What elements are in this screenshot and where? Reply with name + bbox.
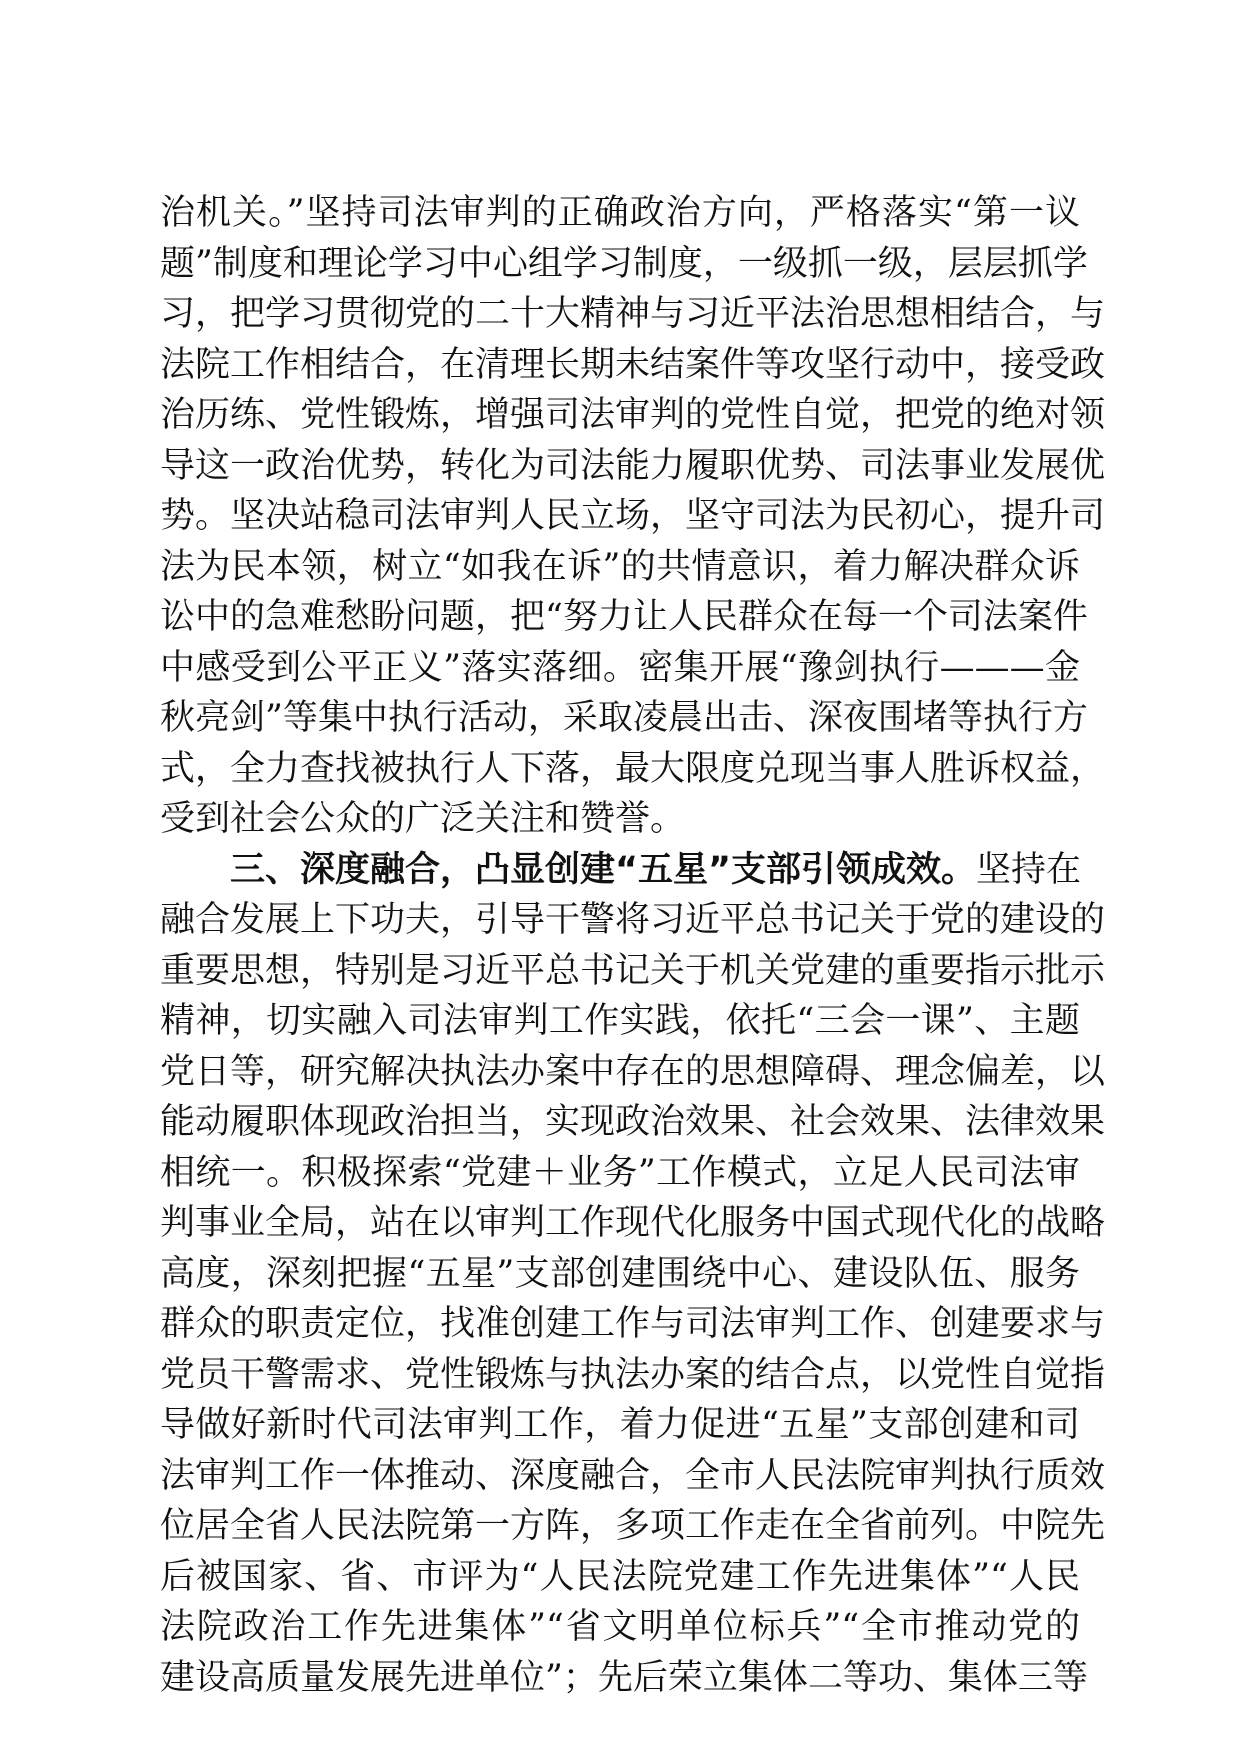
paragraph-line: 势。坚决站稳司法审判人民立场，坚守司法为民初心，提升司 <box>160 496 1106 536</box>
paragraph-line: 习，把学习贯彻党的二十大精神与习近平法治思想相结合，与 <box>160 294 1106 334</box>
paragraph-line: 秋亮剑”等集中执行活动，采取凌晨出击、深夜围堵等执行方 <box>160 698 1088 738</box>
paragraph-line: 高度，深刻把握“五星”支部创建围绕中心、建设队伍、服务 <box>160 1253 1080 1294</box>
section-heading: 三、深度融合，凸显创建“五星”支部引领成效。 <box>230 849 977 890</box>
paragraph-line: 法院政治工作先进集体”“省文明单位标兵”“全市推动党的 <box>160 1607 1080 1647</box>
paragraph-line: 党日等，研究解决执法办案中存在的思想障碍、理念偏差，以 <box>160 1051 1106 1092</box>
paragraph-line: 后被国家、省、市评为“人民法院党建工作先进集体”“人民 <box>160 1556 1080 1597</box>
paragraph-line: 法审判工作一体推动、深度融合，全市人民法院审判执行质效 <box>160 1455 1106 1496</box>
paragraph-line: 讼中的急难愁盼问题，把“努力让人民群众在每一个司法案件 <box>160 597 1088 637</box>
paragraph-line: 群众的职责定位，找准创建工作与司法审判工作、创建要求与 <box>160 1304 1106 1344</box>
document-body <box>160 188 1106 1703</box>
paragraph-line: 导这一政治优势，转化为司法能力履职优势、司法事业发展优 <box>160 445 1106 486</box>
section-heading-line <box>160 845 1080 896</box>
paragraph-line: 能动履职体现政治担当，实现政治效果、社会效果、法律效果 <box>160 1102 1106 1142</box>
paragraph-1 <box>160 188 1106 845</box>
paragraph-line: 治机关。”坚持司法审判的正确政治方向，严格落实“第一议 <box>160 193 1080 233</box>
paragraph-line: 判事业全局，站在以审判工作现代化服务中国式现代化的战略 <box>160 1203 1106 1243</box>
paragraph-line: 位居全省人民法院第一方阵，多项工作走在全省前列。中院先 <box>160 1506 1106 1546</box>
paragraph-line: 法院工作相结合，在清理长期未结案件等攻坚行动中，接受政 <box>160 344 1106 385</box>
paragraph-2 <box>160 845 1106 1704</box>
paragraph-line: 重要思想，特别是习近平总书记关于机关党建的重要指示批示 <box>160 950 1106 991</box>
paragraph-line: 治历练、党性锻炼，增强司法审判的党性自觉，把党的绝对领 <box>160 395 1106 435</box>
paragraph-line: 融合发展上下功夫，引导干警将习近平总书记关于党的建设的 <box>160 900 1106 940</box>
paragraph-line: 党员干警需求、党性锻炼与执法办案的结合点，以党性自觉指 <box>160 1354 1106 1395</box>
section-heading-continuation: 坚持在 <box>976 849 1082 890</box>
paragraph-line: 建设高质量发展先进单位”；先后荣立集体二等功、集体三等 <box>160 1657 1088 1698</box>
paragraph-line: 相统一。积极探索“党建＋业务”工作模式，立足人民司法审 <box>160 1152 1080 1193</box>
paragraph-line: 导做好新时代司法审判工作，着力促进“五星”支部创建和司 <box>160 1405 1080 1445</box>
paragraph-line: 精神，切实融入司法审判工作实践，依托“三会一课”、主题 <box>160 1001 1080 1041</box>
paragraph-line: 中感受到公平正义”落实落细。密集开展“豫剑执行———金 <box>160 647 1080 688</box>
paragraph-line: 式，全力查找被执行人下落，最大限度兑现当事人胜诉权益， <box>160 748 1106 789</box>
paragraph-line: 题”制度和理论学习中心组学习制度，一级抓一级，层层抓学 <box>160 243 1088 284</box>
paragraph-line: 法为民本领，树立“如我在诉”的共情意识，着力解决群众诉 <box>160 546 1080 587</box>
paragraph-line: 受到社会公众的广泛关注和赞誉。 <box>160 799 686 839</box>
